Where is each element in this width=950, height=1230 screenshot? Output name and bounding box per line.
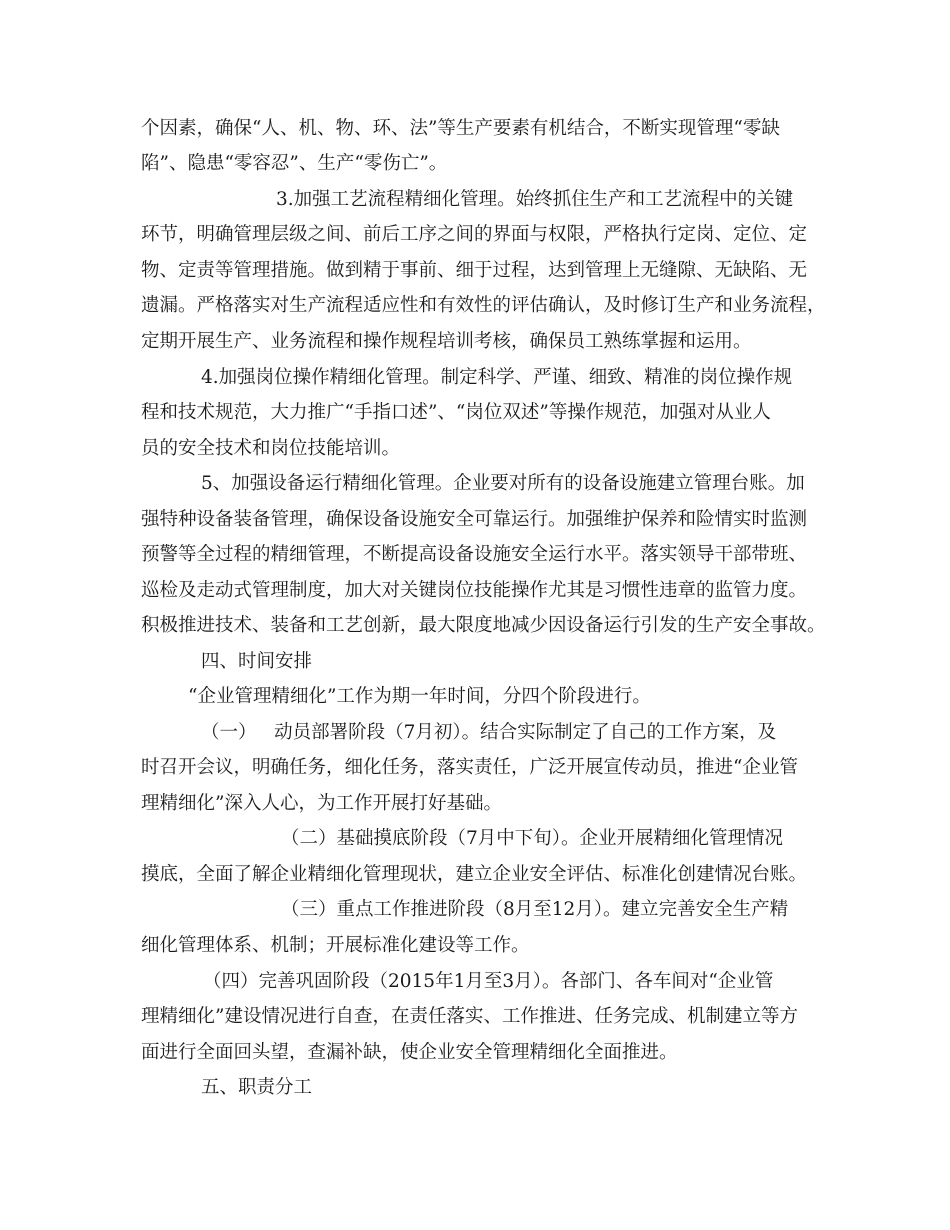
- text-line: 预警等全过程的精细管理，不断提高设备设施安全运行水平。落实领导干部带班、: [141, 544, 808, 565]
- text-line: 个因素，确保“人、机、物、环、法”等生产要素有机结合，不断实现管理“零缺: [141, 118, 780, 139]
- text-line: （二）基础摸底阶段（7月中下旬）。企业开展精细化管理情况: [281, 828, 784, 849]
- text-line: （一） 动员部署阶段（7月初）。结合实际制定了自己的工作方案，及: [201, 722, 777, 743]
- text-line: 巡检及走动式管理制度，加大对关键岗位技能操作尤其是习惯性违章的监管力度。: [141, 580, 808, 601]
- text-line: （四）完善巩固阶段（2015年1月至3月）。各部门、各车间对“企业管: [203, 971, 774, 992]
- text-line: 强特种设备装备管理，确保设备设施安全可靠运行。加强维护保养和险情实时监测: [141, 509, 808, 530]
- text-line: 5、加强设备运行精细化管理。企业要对所有的设备设施建立管理台账。加: [201, 473, 805, 494]
- text-line: 面进行全面回头望，查漏补缺，使企业安全管理精细化全面推进。: [141, 1042, 678, 1063]
- text-line: 时召开会议，明确任务，细化任务，落实责任，广泛开展宣传动员，推进“企业管: [141, 757, 798, 778]
- text-line: 陷”、隐患“零容忍”、生产“零伤亡”。: [141, 153, 448, 174]
- text-line: 员的安全技术和岗位技能培训。: [141, 438, 401, 459]
- text-line: 程和技术规范，大力推广“手指口述”、“岗位双述”等操作规范，加强对从业人: [141, 402, 771, 423]
- text-line: 3.加强工艺流程精细化管理。始终抓住生产和工艺流程中的关键: [276, 189, 794, 210]
- text-line: 遗漏。严格落实对生产流程适应性和有效性的评估确认，及时修订生产和业务流程，: [141, 295, 826, 316]
- text-line: 细化管理体系、机制；开展标准化建设等工作。: [141, 935, 530, 956]
- section-heading: 四、时间安排: [201, 651, 313, 672]
- section-heading: 五、职责分工: [201, 1077, 313, 1098]
- text-line: 4.加强岗位操作精细化管理。制定科学、严谨、细致、精准的岗位操作规: [201, 367, 793, 388]
- text-line: 物、定责等管理措施。做到精于事前、细于过程，达到管理上无缝隙、无缺陷、无: [141, 260, 808, 281]
- text-line: 环节，明确管理层级之间、前后工序之间的界面与权限，严格执行定岗、定位、定: [141, 224, 808, 245]
- text-line: 理精细化”深入人心，为工作开展打好基础。: [141, 793, 502, 814]
- text-line: 积极推进技术、装备和工艺创新，最大限度地减少因设备运行引发的生产安全事故。: [141, 615, 826, 636]
- text-line: “企业管理精细化”工作为期一年时间，分四个阶段进行。: [188, 686, 651, 707]
- text-line: （三）重点工作推进阶段（8月至12月）。建立完善安全生产精: [281, 899, 789, 920]
- text-line: 摸底，全面了解企业精细化管理现状，建立企业安全评估、标准化创建情况台账。: [141, 864, 808, 885]
- text-line: 理精细化”建设情况进行自查，在责任落实、工作推进、任务完成、机制建立等方: [141, 1006, 798, 1027]
- text-line: 定期开展生产、业务流程和操作规程培训考核，确保员工熟练掌握和运用。: [141, 331, 752, 352]
